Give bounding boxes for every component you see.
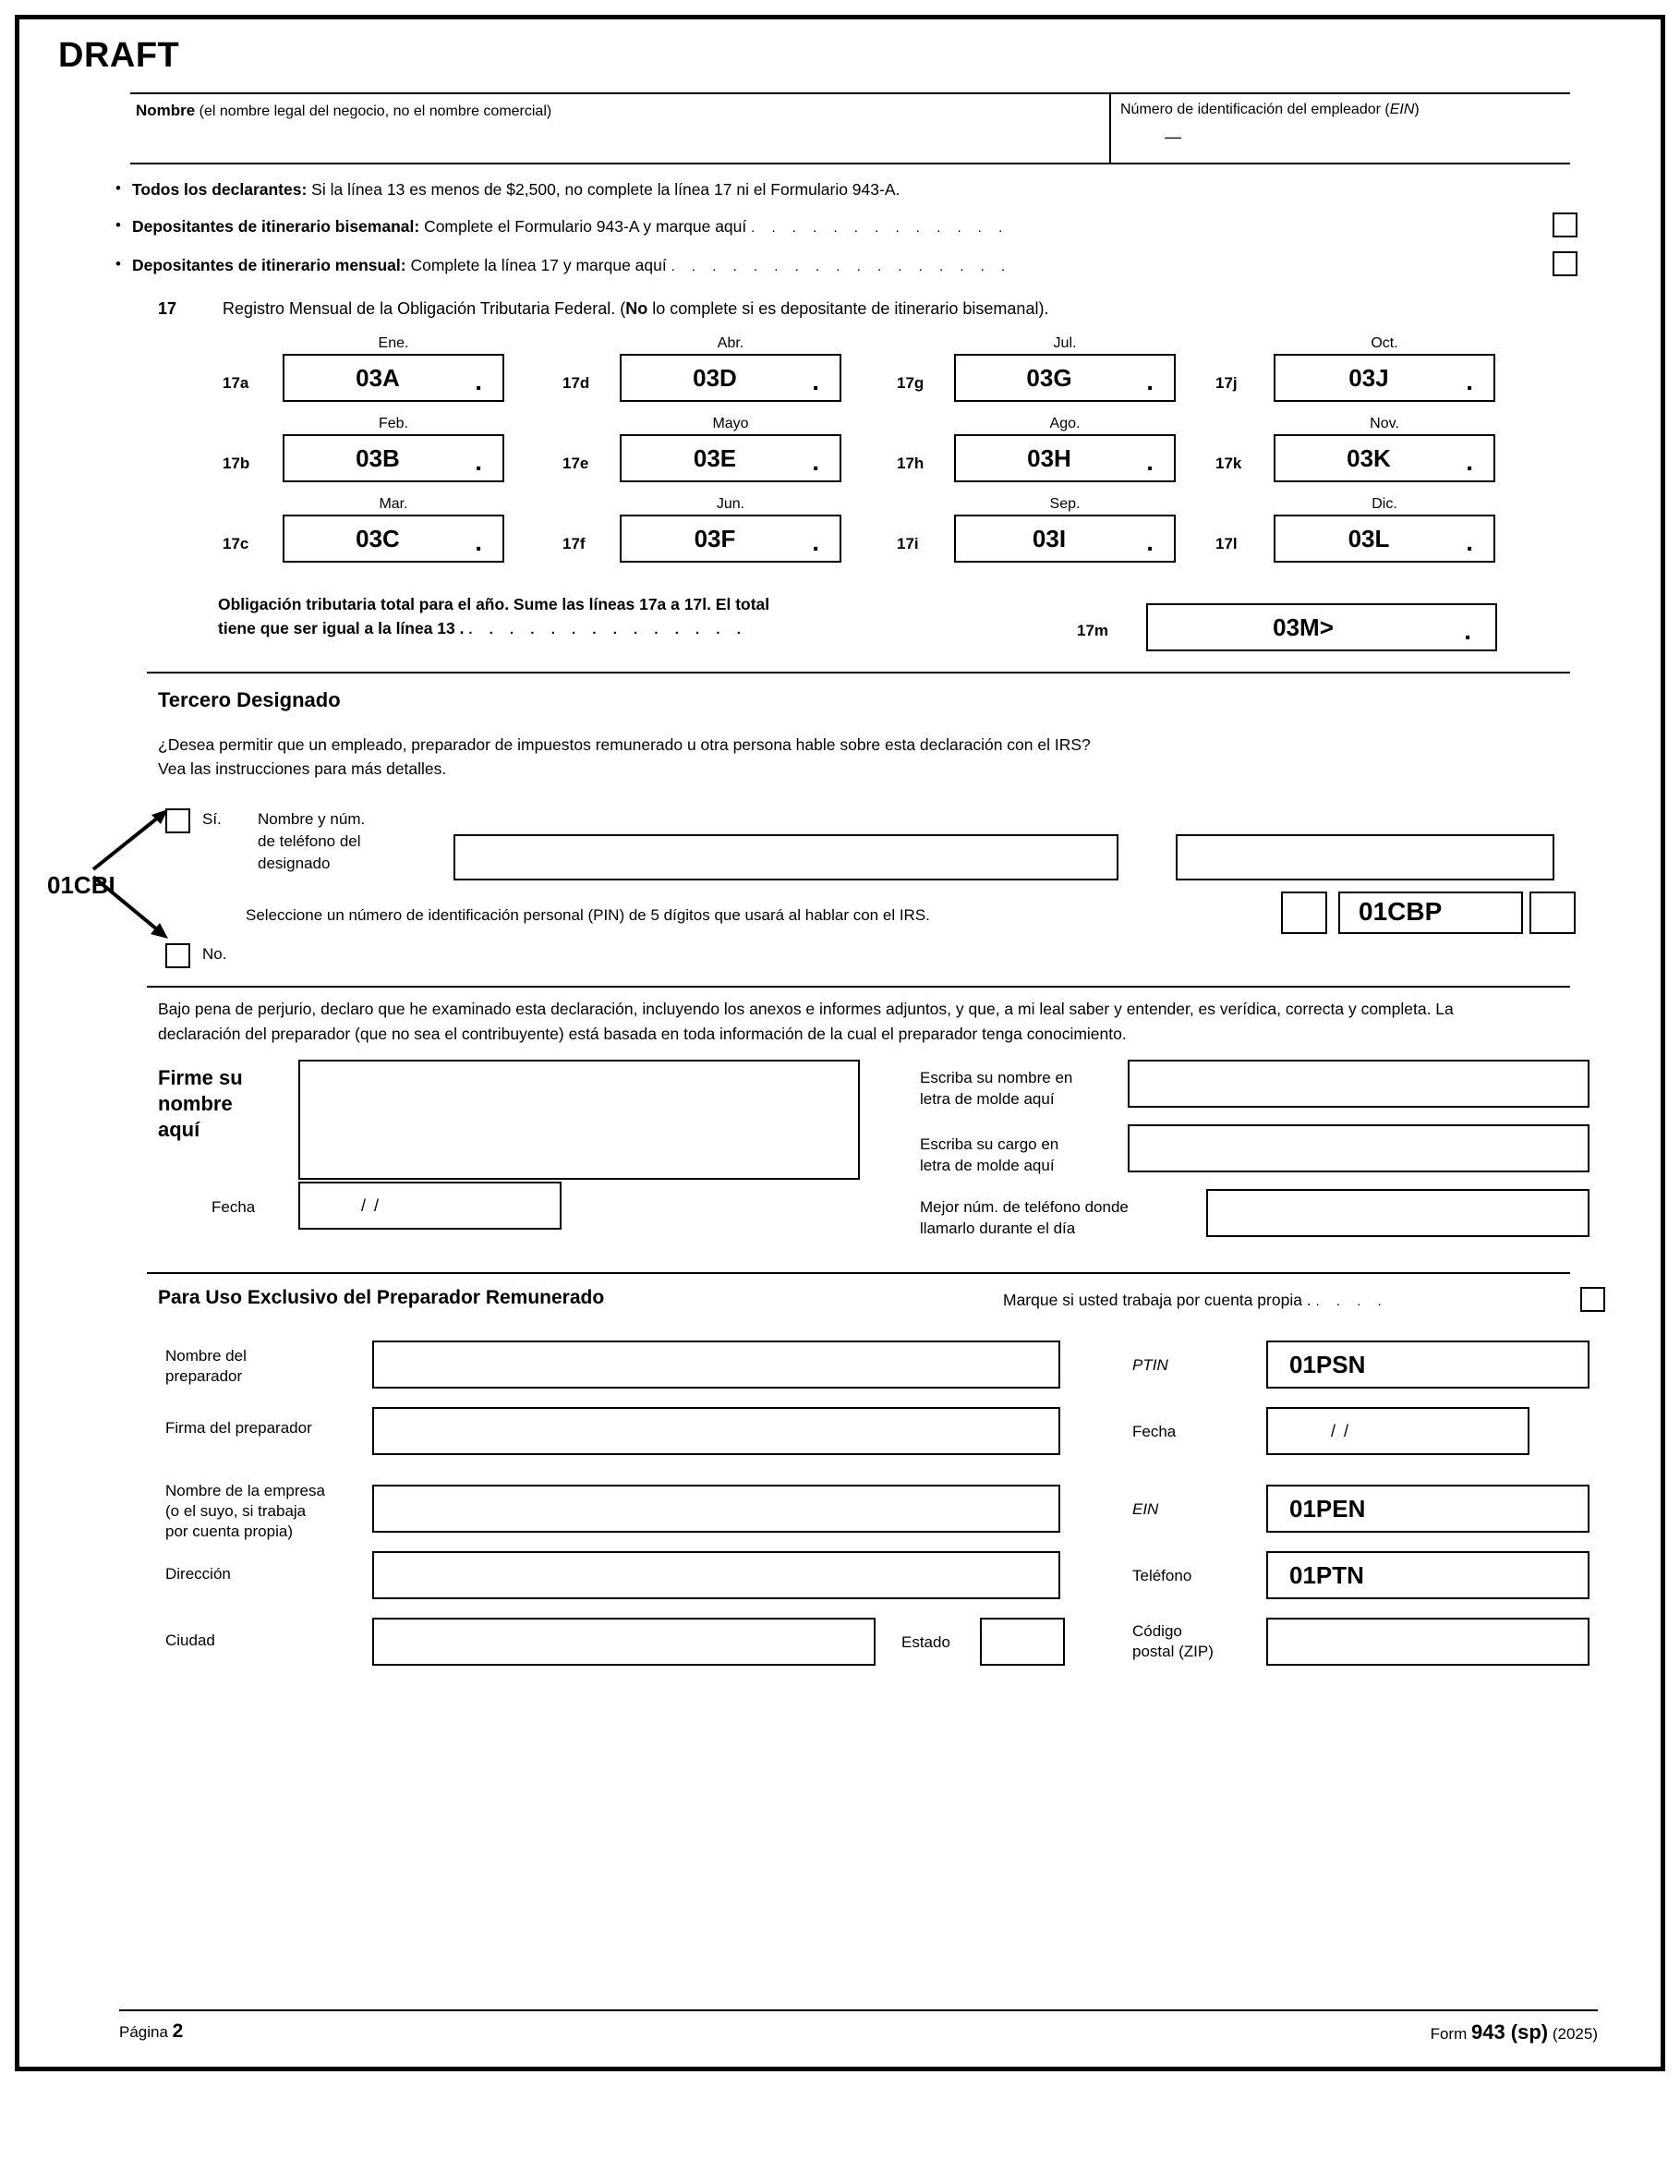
third-party-arrow-label: 01CBI (47, 871, 115, 899)
preparer-firm-line3: por cuenta propia) (165, 1523, 293, 1540)
designee-label-line3: designado (258, 855, 331, 872)
preparer-date-label: Fecha (1132, 1423, 1177, 1440)
line17-heading (158, 299, 1633, 319)
code-17k: 17k (1215, 455, 1242, 472)
third-party-no-label: No. (202, 945, 227, 963)
month-input-dic[interactable] (1274, 515, 1495, 563)
page-footer (119, 2009, 1598, 2067)
month-decimal-mar: . (475, 528, 482, 556)
ein-label-italic: EIN (1389, 102, 1415, 117)
pin-instruction: Seleccione un número de identificación personal (PIN) de 5 dígitos que usará al hablar con el IRS. (246, 906, 930, 924)
month-value-jun: 03F (694, 524, 736, 552)
preparer-name-line1: Nombre del (165, 1347, 247, 1365)
print-name-line1: Escriba su nombre en (920, 1069, 1073, 1086)
signature-date-input[interactable] (298, 1182, 562, 1230)
month-label-mar: Mar. (379, 496, 408, 512)
month-value-ago: 03H (1027, 443, 1071, 472)
ein-dash: — (1165, 127, 1181, 146)
total-liability-label (218, 592, 1049, 642)
bullet-semiweekly-text: Complete el Formulario 943-A y marque aquí (419, 217, 752, 236)
preparer-firm-line2: (o el suyo, si trabaja (165, 1502, 307, 1520)
sign-here-line1: Firme su (158, 1066, 243, 1089)
self-employed-checkbox[interactable] (1580, 1287, 1605, 1312)
third-party-no-checkbox[interactable] (165, 943, 190, 968)
month-decimal-ene: . (475, 367, 482, 395)
month-decimal-abr: . (812, 367, 819, 395)
bullet-all-filers-text: Si la línea 13 es menos de $2,500, no complete la línea 17 ni el Formulario 943-A. (307, 180, 900, 199)
preparer-state-label: Estado (901, 1633, 950, 1651)
third-party-question-line2: Vea las instrucciones para más detalles. (158, 759, 447, 778)
month-label-dic: Dic. (1372, 496, 1397, 512)
divider-after-third-party (147, 986, 1570, 988)
preparer-date-input[interactable] (1266, 1407, 1529, 1455)
month-decimal-mayo: . (812, 447, 819, 476)
designee-phone-input[interactable] (1176, 834, 1554, 880)
form-sheet (15, 15, 1665, 2071)
month-label-jul: Jul. (1053, 335, 1077, 351)
code-17l: 17l (1215, 535, 1238, 552)
preparer-address-input[interactable] (372, 1551, 1060, 1599)
month-decimal-jun: . (812, 528, 819, 556)
code-17f: 17f (562, 535, 586, 552)
ein-label-end: ) (1414, 102, 1420, 117)
business-name-label-bold: Nombre (136, 102, 196, 119)
bullet-monthly-text: Complete la línea 17 y marque aquí (405, 256, 671, 274)
form-identifier (1431, 2020, 1598, 2044)
month-label-sep: Sep. (1049, 496, 1081, 512)
print-name-label (920, 1067, 1072, 1110)
bullet-monthly-bold: Depositantes de itinerario mensual: (132, 256, 406, 274)
month-input-oct[interactable] (1274, 354, 1495, 402)
month-cell-jul (954, 335, 1176, 402)
divider-before-preparer (147, 1272, 1570, 1274)
month-cell-ago (954, 416, 1176, 482)
month-decimal-nov: . (1466, 447, 1473, 476)
bullet-all-filers (112, 177, 1577, 201)
sign-here-line2: nombre (158, 1092, 233, 1115)
total-liability-value: 03M> (1273, 613, 1334, 641)
month-cell-mayo (620, 416, 841, 482)
signature-input[interactable] (298, 1060, 860, 1180)
daytime-phone-input[interactable] (1206, 1189, 1589, 1237)
preparer-ein-value: 01PEN (1289, 1494, 1366, 1523)
self-employed-label (1003, 1291, 1388, 1310)
month-cell-ene (283, 335, 504, 402)
month-value-dic: 03L (1348, 524, 1390, 552)
month-decimal-oct: . (1466, 367, 1473, 395)
total-liability-row (47, 592, 1633, 657)
daytime-phone-label (920, 1196, 1129, 1239)
ptin-label: PTIN (1132, 1356, 1168, 1374)
month-cell-abr (620, 335, 841, 402)
total-label-dots: . . . . . . . . . . . . . . (468, 622, 747, 637)
month-value-ene: 03A (356, 363, 400, 392)
preparer-zip-line2: postal (ZIP) (1132, 1643, 1214, 1660)
preparer-city-label: Ciudad (165, 1632, 215, 1649)
preparer-date-slashes: / / (1331, 1422, 1351, 1440)
daytime-phone-line1: Mejor núm. de teléfono donde (920, 1198, 1129, 1216)
month-input-mar[interactable] (283, 515, 504, 563)
code-17i: 17i (897, 535, 919, 552)
total-decimal: . (1464, 616, 1471, 645)
month-input-abr[interactable] (620, 354, 841, 402)
month-cell-jun (620, 496, 841, 563)
month-input-ene[interactable] (283, 354, 504, 402)
designee-label (258, 808, 442, 875)
signature-date-slashes: / / (361, 1196, 381, 1215)
total-label-line1: Obligación tributaria total para el año. Sume las líneas 17a a 17l. El total (218, 595, 770, 613)
page-number: 2 (172, 2020, 184, 2042)
daytime-phone-line2: llamarlo durante el día (920, 1219, 1076, 1237)
designee-label-line1: Nombre y núm. (258, 810, 366, 828)
preparer-phone-value: 01PTN (1289, 1560, 1364, 1589)
form-year: (2025) (1548, 2025, 1598, 2043)
third-party-section-title: Tercero Designado (158, 688, 341, 711)
bullet-monthly (112, 253, 1577, 279)
month-input-nov[interactable] (1274, 434, 1495, 482)
bullet-semiweekly-dots: . . . . . . . . . . . . . (751, 220, 1009, 236)
designee-name-input[interactable] (453, 834, 1118, 880)
preparer-section-title: Para Uso Exclusivo del Preparador Remunerado (158, 1287, 605, 1308)
line17-title-b: lo complete si es depositante de itinerario bisemanal). (647, 299, 1049, 318)
month-value-jul: 03G (1026, 363, 1072, 392)
business-name-label (136, 102, 551, 120)
business-name-label-rest: (el nombre legal del negocio, no el nombre comercial) (195, 103, 552, 119)
line17-title (223, 299, 1048, 318)
month-value-mar: 03C (356, 524, 400, 552)
pin-value: 01CBP (1359, 897, 1443, 926)
print-title-input[interactable] (1128, 1124, 1589, 1172)
monthly-tax-liability-grid (47, 335, 1633, 585)
pin-box-right[interactable] (1529, 892, 1576, 934)
page-label-text: Página (119, 2023, 173, 2041)
month-label-ene: Ene. (378, 335, 409, 351)
bullet-monthly-dots: . . . . . . . . . . . . . . . . . (671, 259, 1012, 274)
month-label-jun: Jun. (716, 496, 745, 512)
deposit-schedule-bullets (112, 177, 1577, 279)
divider-after-line17 (147, 672, 1570, 673)
line17-title-a: Registro Mensual de la Obligación Tributaria Federal. ( (223, 299, 626, 318)
month-cell-nov (1274, 416, 1495, 482)
preparer-zip-line1: Código (1132, 1622, 1182, 1640)
month-cell-mar (283, 496, 504, 563)
month-label-nov: Nov. (1370, 416, 1399, 431)
month-label-abr: Abr. (717, 335, 744, 351)
month-label-mayo: Mayo (712, 416, 749, 431)
month-input-ago[interactable] (954, 434, 1176, 482)
month-value-nov: 03K (1347, 443, 1391, 472)
designee-label-line2: de teléfono del (258, 832, 361, 850)
month-value-sep: 03I (1032, 524, 1067, 552)
print-title-line2: letra de molde aquí (920, 1157, 1055, 1174)
month-label-oct: Oct. (1371, 335, 1398, 351)
code-17m: 17m (1077, 622, 1109, 639)
ein-label-text: Número de identificación del empleador ( (1120, 102, 1390, 117)
preparer-signature-input[interactable] (372, 1407, 1060, 1455)
code-17b: 17b (223, 455, 250, 472)
total-liability-input[interactable] (1146, 603, 1497, 651)
month-decimal-jul: . (1146, 367, 1154, 395)
print-name-input[interactable] (1128, 1060, 1589, 1108)
perjury-statement: Bajo pena de perjurio, declaro que he examinado esta declaración, incluyendo los anexos e informes adjuntos, y que, a mi leal saber y entender, es verídica, correcta y completa. La declaración del preparador (que no sea el contribuyente) está basada en toda información de la cual el preparador tenga conocimiento. (158, 1000, 1454, 1043)
month-value-mayo: 03E (693, 443, 737, 472)
preparer-phone-label: Teléfono (1132, 1567, 1192, 1584)
form-number: 943 (sp) (1470, 2020, 1549, 2044)
preparer-zip-input[interactable] (1266, 1618, 1589, 1666)
month-decimal-feb: . (475, 447, 482, 476)
print-title-label (920, 1134, 1058, 1176)
month-value-oct: 03J (1348, 363, 1389, 392)
signature-block (47, 1060, 1633, 1272)
month-decimal-ago: . (1146, 447, 1154, 476)
print-name-line2: letra de molde aquí (920, 1090, 1055, 1108)
preparer-firm-label (165, 1481, 325, 1542)
month-input-mayo[interactable] (620, 434, 841, 482)
ein-label (1120, 102, 1420, 118)
code-17d: 17d (562, 374, 590, 392)
code-17g: 17g (897, 374, 925, 392)
semiweekly-checkbox[interactable] (1553, 212, 1577, 237)
month-decimal-sep: . (1146, 528, 1154, 556)
line17-title-no: No (625, 299, 648, 318)
third-party-question-line1: ¿Desea permitir que un empleado, preparador de impuestos remunerado u otra persona hable sobre esta declaración con el IRS? (158, 735, 1091, 754)
month-cell-sep (954, 496, 1176, 563)
third-party-block (47, 795, 1633, 980)
month-decimal-dic: . (1466, 528, 1473, 556)
form-content (19, 19, 1661, 2067)
sign-here-line3: aquí (158, 1118, 200, 1141)
month-input-feb[interactable] (283, 434, 504, 482)
preparer-name-line2: preparador (165, 1367, 243, 1385)
name-ein-header (130, 92, 1570, 164)
code-17e: 17e (562, 455, 589, 472)
month-value-feb: 03B (356, 443, 400, 472)
month-input-sep[interactable] (954, 515, 1176, 563)
month-value-abr: 03D (693, 363, 737, 392)
code-17c: 17c (223, 535, 249, 552)
third-party-yes-checkbox[interactable] (165, 808, 190, 833)
code-17j: 17j (1215, 374, 1238, 392)
third-party-question (158, 733, 1516, 781)
preparer-firm-input[interactable] (372, 1485, 1060, 1533)
pin-box-left[interactable] (1281, 892, 1327, 934)
preparer-name-label (165, 1346, 247, 1387)
page-number-label (119, 2020, 183, 2043)
month-cell-dic (1274, 496, 1495, 563)
bullet-semiweekly-bold: Depositantes de itinerario bisemanal: (132, 217, 420, 236)
preparer-signature-label: Firma del preparador (165, 1419, 312, 1437)
line17-number: 17 (158, 299, 177, 318)
draft-watermark: DRAFT (58, 36, 180, 75)
form-label-text: Form (1430, 2025, 1471, 2043)
month-label-feb: Feb. (378, 416, 408, 431)
month-input-jun[interactable] (620, 515, 841, 563)
month-label-ago: Ago. (1049, 416, 1081, 431)
total-label-line2: tiene que ser igual a la línea 13 . (218, 619, 465, 637)
preparer-header (47, 1283, 1633, 1326)
self-employed-dots: . . . . (1315, 1293, 1388, 1309)
month-input-jul[interactable] (954, 354, 1176, 402)
monthly-checkbox[interactable] (1553, 251, 1577, 276)
sign-here-label (158, 1065, 243, 1143)
code-17h: 17h (897, 455, 925, 472)
signature-date-label: Fecha (212, 1198, 256, 1216)
ptin-value: 01PSN (1289, 1350, 1366, 1378)
print-title-line1: Escriba su cargo en (920, 1135, 1059, 1153)
month-cell-oct (1274, 335, 1495, 402)
bullet-all-filers-bold: Todos los declarantes: (132, 180, 308, 199)
preparer-grid (47, 1335, 1633, 1677)
preparer-city-input[interactable] (372, 1618, 876, 1666)
preparer-ein-label: EIN (1132, 1500, 1159, 1518)
header-divider (1109, 94, 1111, 163)
preparer-firm-line1: Nombre de la empresa (165, 1482, 325, 1499)
self-employed-text: Marque si usted trabaja por cuenta propia . (1003, 1291, 1311, 1309)
third-party-yes-label: Sí. (202, 810, 222, 828)
preparer-state-input[interactable] (980, 1618, 1065, 1666)
month-cell-feb (283, 416, 504, 482)
preparer-zip-label (1132, 1621, 1214, 1662)
bullet-semiweekly (112, 214, 1577, 240)
preparer-name-input[interactable] (372, 1341, 1060, 1389)
code-17a: 17a (223, 374, 249, 392)
preparer-address-label: Dirección (165, 1565, 231, 1583)
